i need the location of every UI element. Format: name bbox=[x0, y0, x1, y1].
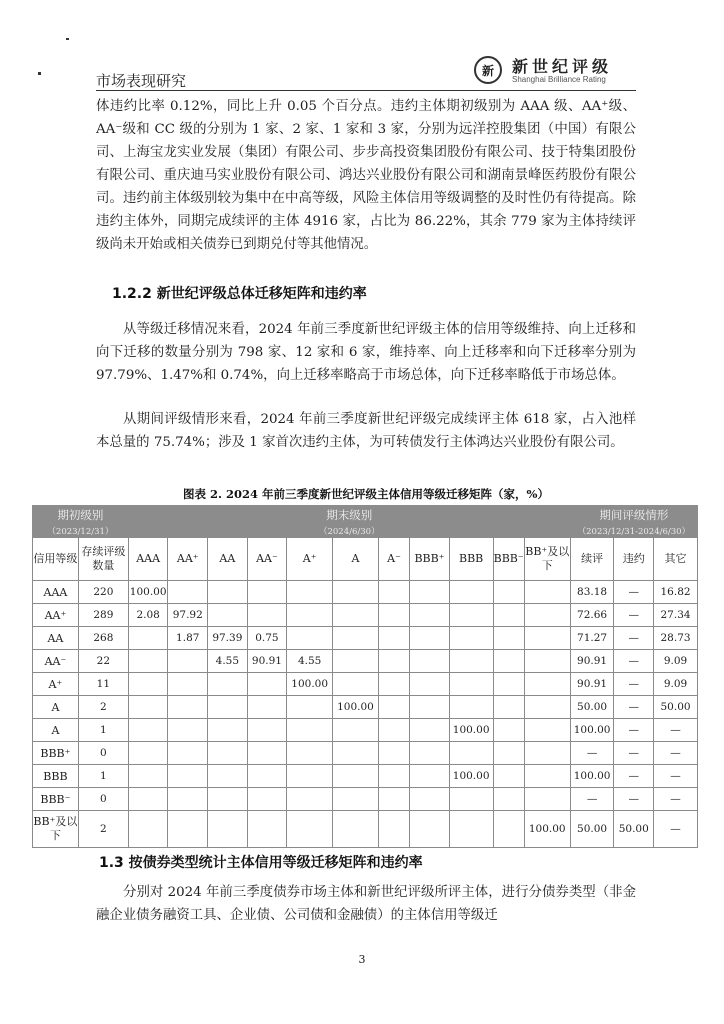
migration-matrix-table bbox=[32, 505, 698, 848]
row-rating-label: BB⁺及以下 bbox=[33, 811, 79, 848]
table-cell: 0 bbox=[78, 742, 128, 765]
table-cell bbox=[524, 604, 570, 627]
table-cell: 27.34 bbox=[654, 604, 698, 627]
column-header: AA bbox=[208, 538, 248, 581]
table-cell bbox=[524, 581, 570, 604]
table-row bbox=[33, 673, 698, 696]
table-cell: 1 bbox=[78, 765, 128, 788]
table-cell: 4.55 bbox=[287, 650, 333, 673]
table-cell bbox=[208, 765, 248, 788]
table-cell bbox=[493, 719, 524, 742]
table-cell bbox=[128, 811, 168, 848]
table-cell: 0 bbox=[78, 788, 128, 811]
table-cell bbox=[208, 696, 248, 719]
column-header: 违约 bbox=[614, 538, 654, 581]
table-cell bbox=[287, 696, 333, 719]
table-cell bbox=[378, 627, 409, 650]
table-cell bbox=[524, 673, 570, 696]
page-number: 3 bbox=[358, 953, 366, 966]
row-rating-label: AA bbox=[33, 627, 79, 650]
table-cell: — bbox=[614, 604, 654, 627]
row-rating-label: AA⁺ bbox=[33, 604, 79, 627]
table-cell bbox=[128, 696, 168, 719]
logo-english-name: Shanghai Brilliance Rating bbox=[512, 75, 606, 84]
table-cell bbox=[333, 811, 379, 848]
table-cell bbox=[378, 788, 409, 811]
table-cell bbox=[333, 719, 379, 742]
table-cell bbox=[493, 742, 524, 765]
table-cell bbox=[524, 788, 570, 811]
table-cell bbox=[333, 627, 379, 650]
table-cell bbox=[168, 673, 208, 696]
table-cell: 4.55 bbox=[208, 650, 248, 673]
table-cell: 9.09 bbox=[654, 650, 698, 673]
table-cell: 100.00 bbox=[449, 765, 493, 788]
section-heading-1-3: 1.3 按债券类型统计主体信用等级迁移矩阵和违约率 bbox=[99, 855, 423, 871]
table-cell: 50.00 bbox=[614, 811, 654, 848]
table-cell bbox=[524, 696, 570, 719]
table-cell: 1 bbox=[78, 719, 128, 742]
column-header: BBB⁻ bbox=[493, 538, 524, 581]
table-cell bbox=[128, 788, 168, 811]
table-cell bbox=[247, 696, 287, 719]
table-cell: 90.91 bbox=[570, 650, 614, 673]
table-cell: 50.00 bbox=[570, 696, 614, 719]
group-sub-period: （2023/12/31-2024/6/30） bbox=[570, 525, 697, 538]
table-cell bbox=[168, 765, 208, 788]
column-header: AAA bbox=[128, 538, 168, 581]
table-cell bbox=[333, 650, 379, 673]
column-header: AA⁻ bbox=[247, 538, 287, 581]
table-cell bbox=[378, 742, 409, 765]
table-cell: 2 bbox=[78, 696, 128, 719]
table-cell bbox=[208, 811, 248, 848]
table-cell bbox=[449, 650, 493, 673]
table-cell: 289 bbox=[78, 604, 128, 627]
table-row bbox=[33, 788, 698, 811]
row-rating-label: BBB bbox=[33, 765, 79, 788]
table-cell bbox=[449, 696, 493, 719]
table-cell: — bbox=[614, 788, 654, 811]
row-rating-label: AAA bbox=[33, 581, 79, 604]
table-cell: — bbox=[614, 581, 654, 604]
table-cell bbox=[128, 765, 168, 788]
scan-speck bbox=[38, 72, 41, 75]
row-rating-label: AA⁻ bbox=[33, 650, 79, 673]
column-header: BB⁺及以下 bbox=[524, 538, 570, 581]
group-header-period: 期间评级情形 bbox=[570, 506, 697, 525]
table-cell: 9.09 bbox=[654, 673, 698, 696]
table-cell: 97.92 bbox=[168, 604, 208, 627]
table-cell: — bbox=[654, 788, 698, 811]
table-cell bbox=[208, 719, 248, 742]
table-row bbox=[33, 765, 698, 788]
table-cell: 0.75 bbox=[247, 627, 287, 650]
table-cell bbox=[410, 719, 450, 742]
table-cell bbox=[168, 650, 208, 673]
table-cell bbox=[287, 765, 333, 788]
logo-emblem-icon: 新 bbox=[474, 56, 502, 84]
table-cell bbox=[208, 581, 248, 604]
table-cell bbox=[128, 742, 168, 765]
table-cell bbox=[128, 650, 168, 673]
table-cell bbox=[493, 604, 524, 627]
group-header-initial: 期初级别 bbox=[33, 506, 129, 525]
table-cell bbox=[410, 627, 450, 650]
column-header: 其它 bbox=[654, 538, 698, 581]
table-cell bbox=[493, 788, 524, 811]
table-cell bbox=[333, 742, 379, 765]
table-cell: — bbox=[614, 627, 654, 650]
table-cell bbox=[378, 581, 409, 604]
table-cell bbox=[410, 673, 450, 696]
row-rating-label: BBB⁺ bbox=[33, 742, 79, 765]
table-cell bbox=[247, 788, 287, 811]
table-cell: 90.91 bbox=[247, 650, 287, 673]
table-cell: — bbox=[654, 742, 698, 765]
column-header: A⁻ bbox=[378, 538, 409, 581]
row-rating-label: A bbox=[33, 696, 79, 719]
table-cell: 100.00 bbox=[449, 719, 493, 742]
table-row bbox=[33, 811, 698, 848]
table-cell bbox=[287, 742, 333, 765]
table-cell: 83.18 bbox=[570, 581, 614, 604]
table-cell: 268 bbox=[78, 627, 128, 650]
table-cell bbox=[524, 627, 570, 650]
table-cell: 28.73 bbox=[654, 627, 698, 650]
section-heading-1-2-2: 1.2.2 新世纪评级总体迁移矩阵和违约率 bbox=[112, 286, 367, 302]
column-header: BBB bbox=[449, 538, 493, 581]
table-cell: — bbox=[654, 765, 698, 788]
table-row bbox=[33, 627, 698, 650]
table-cell: 100.00 bbox=[287, 673, 333, 696]
table-cell bbox=[208, 604, 248, 627]
table-row bbox=[33, 604, 698, 627]
table-cell bbox=[333, 788, 379, 811]
column-header: A bbox=[333, 538, 379, 581]
table-cell bbox=[410, 604, 450, 627]
column-header: 续评 bbox=[570, 538, 614, 581]
table-cell bbox=[287, 604, 333, 627]
table-cell bbox=[208, 673, 248, 696]
column-header: AA⁺ bbox=[168, 538, 208, 581]
table-cell bbox=[378, 719, 409, 742]
table-cell bbox=[168, 742, 208, 765]
table-cell bbox=[287, 788, 333, 811]
paragraph-default-summary: 体违约比率 0.12%，同比上升 0.05 个百分点。违约主体期初级别为 AAA 级、AA⁺级、AA⁻级和 CC 级的分别为 1 家、2 家、1 家和 3 家，分别为远洋控股集团（中国）有限公司、上海宝龙实业发展（集团）有限公司、步步高投资集团股份有限公司、技于特集团股份有限公司、重庆迪马实业股份有限公司、鸿达兴业股份有限公司和湖南景峰医药股份有限公司。违约前主体级别较为集中在中高等级，风险主体信用等级调整的及时性仍有待提高。除违约主体外，同期完成续评的主体 4916 家，占比为 86.22%，其余 779 家为主体持续评级尚未开始或相关债券已到期兑付等其他情况。 bbox=[96, 99, 636, 252]
table-cell: 90.91 bbox=[570, 673, 614, 696]
table-cell: 2 bbox=[78, 811, 128, 848]
table-cell bbox=[524, 742, 570, 765]
table-row bbox=[33, 719, 698, 742]
table-caption: 图表 2. 2024 年前三季度新世纪评级主体信用等级迁移矩阵（家，%） bbox=[183, 487, 549, 501]
table-cell bbox=[378, 811, 409, 848]
table-cell: 100.00 bbox=[570, 719, 614, 742]
table-cell bbox=[247, 742, 287, 765]
table-cell bbox=[493, 581, 524, 604]
scan-speck bbox=[66, 38, 69, 40]
table-cell bbox=[287, 627, 333, 650]
table-cell bbox=[333, 604, 379, 627]
table-cell bbox=[333, 673, 379, 696]
table-cell bbox=[493, 765, 524, 788]
table-cell: 11 bbox=[78, 673, 128, 696]
table-cell bbox=[247, 604, 287, 627]
table-cell: — bbox=[570, 742, 614, 765]
header-divider bbox=[96, 90, 636, 91]
column-header: 存续评级数量 bbox=[78, 538, 128, 581]
table-cell bbox=[410, 765, 450, 788]
group-header-final: 期末级别 bbox=[128, 506, 570, 525]
table-cell bbox=[128, 719, 168, 742]
paragraph-period-rating: 从期间评级情形来看，2024 年前三季度新世纪评级完成续评主体 618 家，占入池样本总量的 75.74%；涉及 1 家首次违约主体，为可转债发行主体鸿达兴业股份有限公司。 bbox=[96, 412, 636, 450]
table-cell bbox=[410, 742, 450, 765]
brand-logo bbox=[474, 54, 634, 88]
table-cell bbox=[287, 719, 333, 742]
column-header: BBB⁺ bbox=[410, 538, 450, 581]
table-cell: — bbox=[614, 696, 654, 719]
table-cell: — bbox=[614, 650, 654, 673]
table-cell bbox=[524, 719, 570, 742]
table-row bbox=[33, 650, 698, 673]
table-cell bbox=[287, 581, 333, 604]
row-rating-label: A⁺ bbox=[33, 673, 79, 696]
table-cell: 50.00 bbox=[654, 696, 698, 719]
running-header-title: 市场表现研究 bbox=[96, 72, 187, 90]
table-cell: 71.27 bbox=[570, 627, 614, 650]
table-cell bbox=[247, 581, 287, 604]
table-cell bbox=[128, 673, 168, 696]
table-cell: 97.39 bbox=[208, 627, 248, 650]
table-row bbox=[33, 581, 698, 604]
table-cell bbox=[378, 650, 409, 673]
table-cell bbox=[378, 696, 409, 719]
table-cell: 72.66 bbox=[570, 604, 614, 627]
table-cell bbox=[493, 696, 524, 719]
group-sub-final: （2024/6/30） bbox=[128, 525, 570, 538]
table-cell: 100.00 bbox=[570, 765, 614, 788]
table-cell bbox=[524, 765, 570, 788]
table-cell bbox=[168, 811, 208, 848]
table-cell bbox=[410, 581, 450, 604]
table-cell bbox=[410, 650, 450, 673]
table-cell bbox=[449, 604, 493, 627]
table-cell bbox=[333, 765, 379, 788]
table-cell bbox=[449, 673, 493, 696]
table-cell: 100.00 bbox=[524, 811, 570, 848]
table-cell bbox=[493, 627, 524, 650]
row-rating-label: A bbox=[33, 719, 79, 742]
column-header: A⁺ bbox=[287, 538, 333, 581]
table-cell: — bbox=[570, 788, 614, 811]
table-cell bbox=[378, 765, 409, 788]
table-cell: — bbox=[654, 719, 698, 742]
table-cell bbox=[449, 811, 493, 848]
table-cell bbox=[410, 811, 450, 848]
table-cell bbox=[449, 742, 493, 765]
table-cell: 100.00 bbox=[333, 696, 379, 719]
table-cell bbox=[208, 788, 248, 811]
table-cell bbox=[168, 696, 208, 719]
table-cell bbox=[410, 696, 450, 719]
table-cell bbox=[168, 581, 208, 604]
table-row bbox=[33, 696, 698, 719]
table-cell bbox=[168, 788, 208, 811]
column-header: 信用等级 bbox=[33, 538, 79, 581]
table-cell bbox=[247, 811, 287, 848]
table-cell: — bbox=[614, 673, 654, 696]
table-cell bbox=[493, 811, 524, 848]
table-cell: — bbox=[614, 742, 654, 765]
table-cell: 50.00 bbox=[570, 811, 614, 848]
table-cell bbox=[247, 765, 287, 788]
table-cell bbox=[378, 604, 409, 627]
table-cell bbox=[333, 581, 379, 604]
paragraph-bond-type: 分别对 2024 年前三季度债券市场主体和新世纪评级所评主体，进行分债券类型（非金融企业债务融资工具、企业债、公司债和金融债）的主体信用等级迁 bbox=[96, 885, 636, 923]
table-cell: 100.00 bbox=[128, 581, 168, 604]
table-cell: — bbox=[654, 811, 698, 848]
table-cell bbox=[247, 719, 287, 742]
table-row bbox=[33, 742, 698, 765]
table-cell bbox=[449, 627, 493, 650]
table-cell bbox=[524, 650, 570, 673]
table-cell: 1.87 bbox=[168, 627, 208, 650]
table-cell: — bbox=[614, 719, 654, 742]
table-cell bbox=[449, 581, 493, 604]
table-cell: — bbox=[614, 765, 654, 788]
table-cell bbox=[128, 627, 168, 650]
table-cell bbox=[493, 673, 524, 696]
table-cell bbox=[449, 788, 493, 811]
table-cell bbox=[168, 719, 208, 742]
paragraph-migration: 从等级迁移情况来看，2024 年前三季度新世纪评级主体的信用等级维持、向上迁移和向下迁移的数量分别为 798 家、12 家和 6 家，维持率、向上迁移率和向下迁移率分别为 97.79%、1.47%和 0.74%，向上迁移率略高于市场总体，向下迁移率略低于市场总体。 bbox=[96, 322, 636, 383]
row-rating-label: BBB⁻ bbox=[33, 788, 79, 811]
table-cell bbox=[410, 788, 450, 811]
table-cell: 16.82 bbox=[654, 581, 698, 604]
table-cell: 22 bbox=[78, 650, 128, 673]
table-cell bbox=[287, 811, 333, 848]
table-cell: 2.08 bbox=[128, 604, 168, 627]
table-cell bbox=[493, 650, 524, 673]
table-cell: 220 bbox=[78, 581, 128, 604]
table-cell bbox=[247, 673, 287, 696]
logo-chinese-name: 新世纪评级 bbox=[512, 57, 613, 76]
table-cell bbox=[208, 742, 248, 765]
group-sub-initial: （2023/12/31） bbox=[33, 525, 129, 538]
table-cell bbox=[378, 673, 409, 696]
